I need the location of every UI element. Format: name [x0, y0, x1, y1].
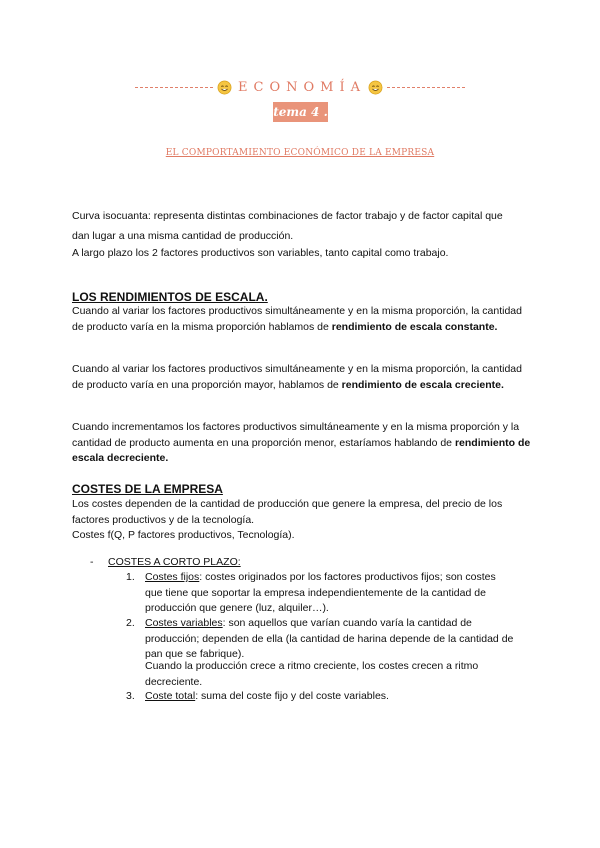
list-text: : son aquellos que varían cuando varía la cantidad de producción; dependen de ella (la cantidad de harina depende de la cantidad de pan que se fabrique). — [145, 617, 514, 660]
costes-formula: Costes f(Q, P factores productivos, Tecnología). — [72, 529, 295, 541]
smiley-emoji-icon — [217, 80, 232, 95]
paragraph-text: Cuando al variar los factores productivos simultáneamente y en la misma proporción, la cantidad de producto varía en la misma proporción hablamos de — [72, 305, 522, 333]
list-item-costes-fijos — [145, 570, 515, 617]
bold-term: rendimiento de escala decreciente. — [72, 436, 531, 464]
section-heading-rendimientos: LOS RENDIMIENTOS DE ESCALA. — [72, 290, 268, 304]
paragraph-text: Cuando incrementamos los factores productivos simultáneamente y en la misma proporción y la cantidad de producto aumenta en una proporción menor, estaríamos hablando de — [72, 421, 520, 449]
paragraph-rendimiento-decreciente — [72, 420, 532, 467]
bold-term: rendimiento de escala constante. — [331, 320, 498, 333]
decorative-dash-left — [135, 87, 213, 88]
paragraph-rendimiento-creciente — [72, 362, 532, 393]
paragraph-text: Cuando al variar los factores productivos simultáneamente y en la misma proporción, la cantidad de producto varía en una proporción mayor, hablamos de — [72, 363, 522, 391]
intro-line-1: Curva isocuanta: representa distintas combinaciones de factor trabajo y de factor capital que — [72, 210, 503, 222]
paragraph-costes-intro: Los costes dependen de la cantidad de producción que genere la empresa, del precio de los factores productivos y de la tecnología. — [72, 498, 503, 526]
bold-term: rendimiento de escala creciente. — [341, 378, 504, 391]
list-item-costes-variables — [145, 616, 515, 663]
paragraph-rendimiento-constante — [72, 304, 532, 335]
list-bullet: - — [90, 556, 94, 568]
list-term: Coste total — [145, 690, 196, 702]
list-number: 1. — [126, 571, 135, 583]
list-text: : costes originados por los factores productivos fijos; son costes que tiene que soportar la empresa independientemente de la cantidad de producción que genere (luz, alquiler…). — [145, 571, 496, 614]
intro-line-2: dan lugar a una misma cantidad de producción. — [72, 230, 294, 242]
page-title: ECONOMÍA — [238, 79, 366, 95]
list-item-coste-total — [145, 689, 515, 705]
tema-badge: tema 4 . — [273, 102, 328, 122]
list-term: Costes fijos — [145, 571, 200, 583]
header-title-row — [0, 76, 600, 98]
decorative-dash-right — [387, 87, 465, 88]
list-term: Costes variables — [145, 617, 223, 629]
list-number: 3. — [126, 690, 135, 702]
list-item-extra-text: Cuando la producción crece a ritmo creciente, los costes crecen a ritmo decreciente. — [145, 660, 479, 688]
intro-line-3: A largo plazo los 2 factores productivos son variables, tanto capital como trabajo. — [72, 247, 449, 259]
sublist-title: COSTES A CORTO PLAZO: — [108, 556, 241, 568]
section-heading-costes: COSTES DE LA EMPRESA — [72, 482, 223, 496]
list-number: 2. — [126, 617, 135, 629]
smiley-emoji-icon — [368, 80, 383, 95]
list-text: : suma del coste fijo y del coste variables. — [195, 690, 389, 702]
page-subtitle: EL COMPORTAMIENTO ECONÓMICO DE LA EMPRESA — [165, 148, 435, 158]
